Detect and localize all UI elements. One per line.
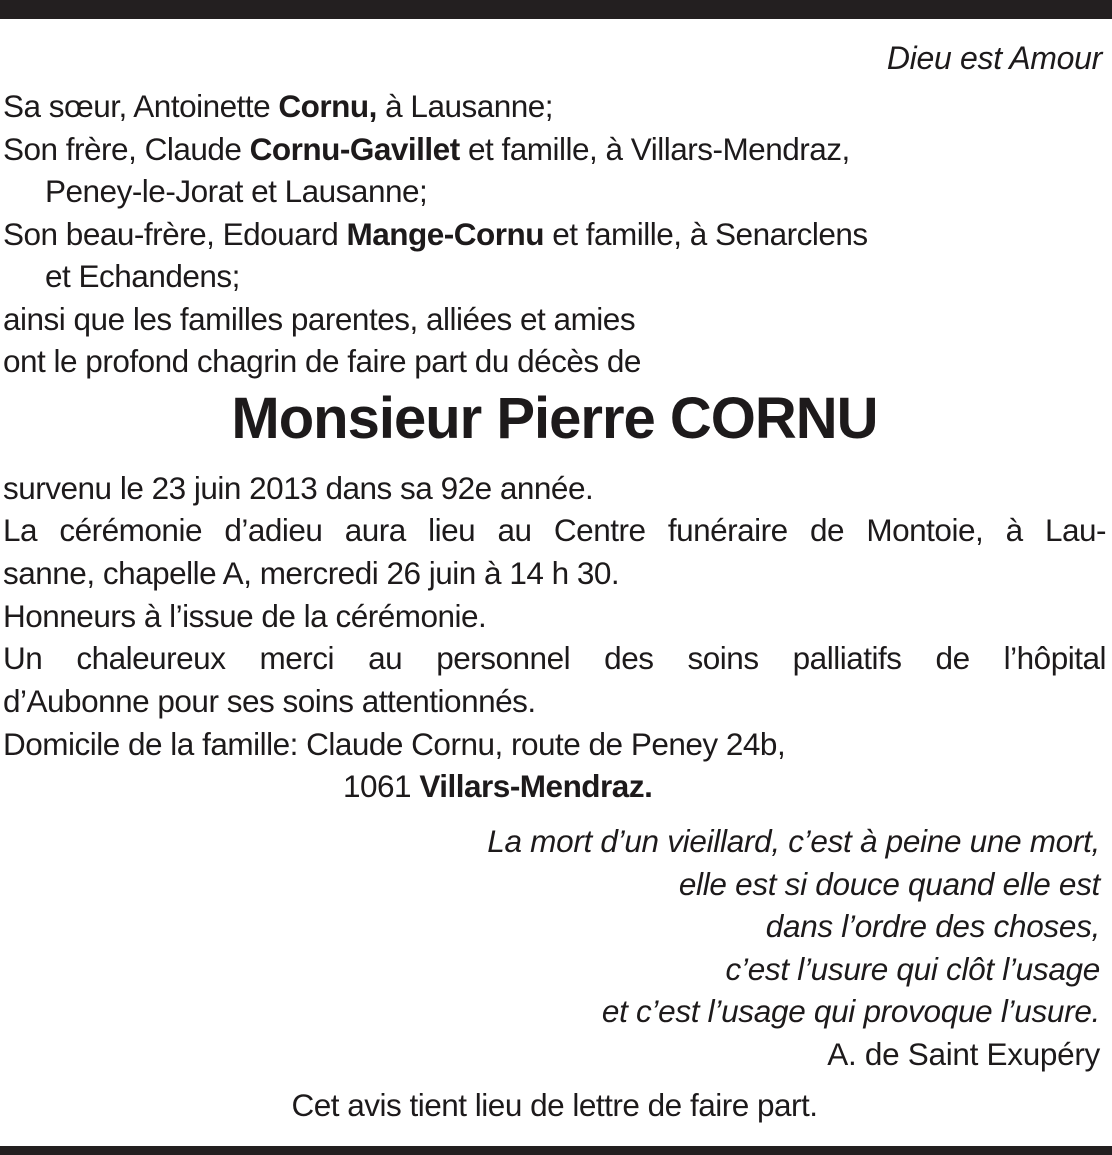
quote-lines: [3, 820, 1100, 1033]
address-line: [3, 765, 1106, 808]
notice-line: survenu le 23 juin 2013 dans sa 92e année.: [3, 469, 594, 506]
notice-line: La cérémonie d’adieu aura lieu au Centre funéraire de Montoie, à Lau-: [3, 512, 1106, 549]
notice-line: Domicile de la famille: Claude Cornu, route de Peney 24b,: [3, 725, 786, 762]
text-segment: et famille, à Villars-Mendraz,: [459, 130, 850, 167]
text-segment: à Lausanne;: [376, 88, 554, 124]
text-segment: et famille, à Senarclens: [543, 215, 868, 252]
name-emphasis: Cornu-Gavillet: [249, 130, 460, 167]
quote-line: et c’est l’usage qui provoque l’usure.: [601, 993, 1100, 1030]
text-segment: Son beau-frère, Edouard: [3, 215, 347, 252]
quote-attribution: A. de Saint Exupéry: [827, 1035, 1100, 1072]
body-block: [3, 467, 1106, 766]
quote-line: dans l’ordre des choses,: [765, 908, 1100, 945]
family-line: [3, 340, 1106, 383]
notice-line: Un chaleureux merci au personnel des soins palliatifs de l’hôpital: [3, 640, 1106, 677]
name-emphasis: Villars-Mendraz.: [419, 768, 653, 805]
family-line: [3, 85, 1106, 128]
text-segment: ont le profond chagrin de faire part du décès de: [3, 343, 641, 379]
top-rule: [0, 0, 1112, 19]
quote-line: c’est l’usure qui clôt l’usage: [725, 950, 1100, 987]
quote-line: elle est si douce quand elle est: [678, 865, 1100, 902]
notice-line: d’Aubonne pour ses soins attentionnés.: [3, 683, 536, 720]
deceased-name: Monsieur Pierre CORNU: [231, 385, 878, 451]
name-emphasis: Mange-Cornu: [346, 215, 544, 252]
closing-line: Cet avis tient lieu de lettre de faire part.: [291, 1087, 818, 1124]
quote-block: [3, 820, 1106, 1075]
text-segment: ainsi que les familles parentes, alliées et amies: [3, 300, 636, 337]
notice-line: Honneurs à l’issue de la cérémonie.: [3, 597, 487, 634]
notice-content: [0, 40, 1112, 1126]
family-line: [3, 298, 1106, 341]
family-line: [3, 128, 1106, 171]
family-block: [3, 85, 1106, 383]
bottom-rule: [0, 1146, 1112, 1155]
text-segment: Peney-le-Jorat et Lausanne;: [45, 173, 428, 209]
notice-line: sanne, chapelle A, mercredi 26 juin à 14 h 30.: [3, 554, 620, 591]
text-segment: 1061: [343, 768, 420, 805]
text-segment: Sa sœur, Antoinette: [3, 88, 279, 124]
name-emphasis: Cornu,: [278, 88, 377, 124]
quote-line: La mort d’un vieillard, c’est à peine une mort,: [487, 823, 1100, 860]
text-segment: Son frère, Claude: [3, 130, 250, 167]
family-line: [3, 255, 1106, 298]
text-segment: et Echandens;: [45, 258, 240, 294]
family-line: [3, 170, 1106, 213]
epigraph: Dieu est Amour: [886, 40, 1102, 76]
family-line: [3, 213, 1106, 256]
